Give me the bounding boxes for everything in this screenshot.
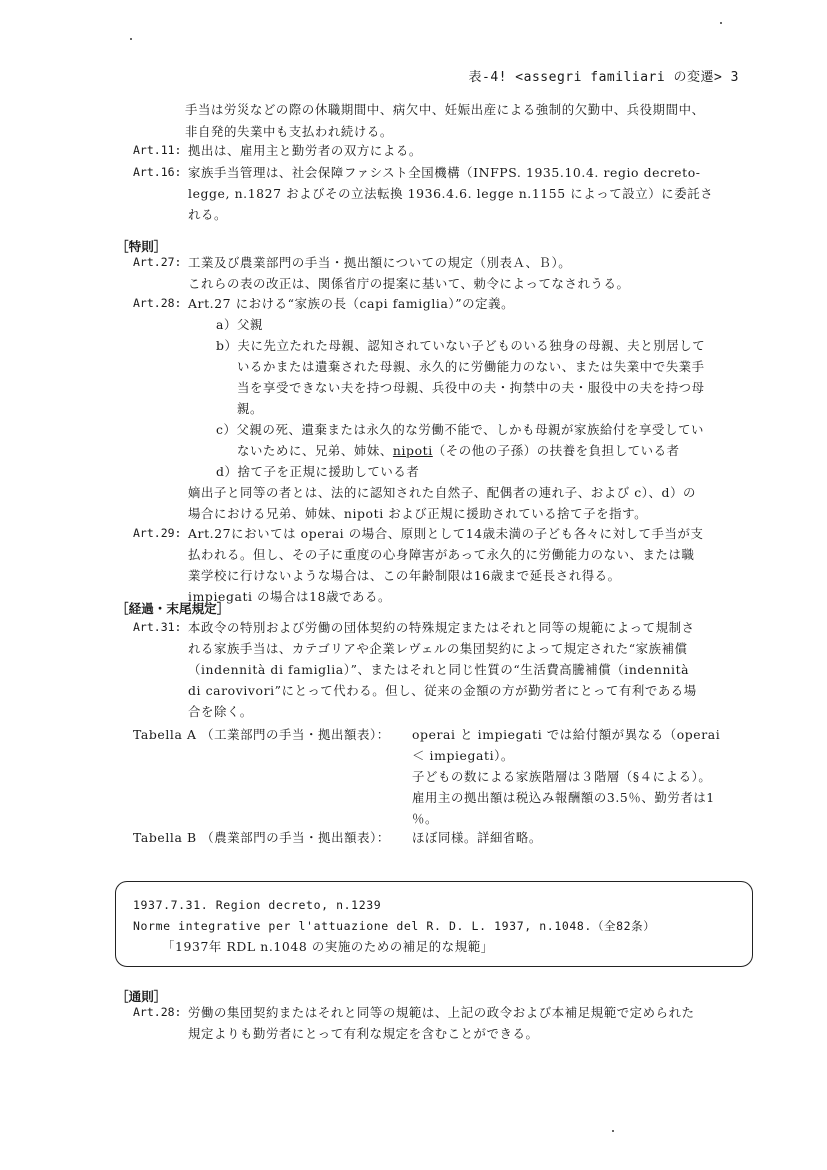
art31-label: Art.31:	[133, 620, 182, 634]
art28-general-line-2: 規定よりも勤労者にとって有利な規定を含むことができる。	[188, 1026, 539, 1041]
art28-line-1: Art.27 における“家族の長（capi famiglia）”の定義。	[188, 296, 515, 311]
art28-label: Art.28:	[133, 296, 182, 310]
art27-line-2: これらの表の改正は、関係省庁の提案に基いて、勅令によってなされうる。	[188, 276, 630, 291]
tabella-a-line-3: 子どもの数による家族階層は３階層（§４による）。	[412, 769, 712, 784]
art28-item-c-2	[237, 441, 680, 461]
section-heading-keika: ［経過・末尾規定］	[116, 601, 230, 616]
tabella-a-label: Tabella A （工業部門の手当・拠出額表）：	[133, 727, 390, 742]
scan-speck	[130, 38, 132, 40]
art28-item-b-1: b）夫に先立たれた母親、認知されていない子どものいる独身の母親、夫と別居して	[216, 338, 706, 353]
intro-line-2: 非自発的失業中も支払われ続ける。	[185, 124, 393, 139]
tabella-b-text: ほぼ同様。詳細省略。	[412, 830, 542, 845]
tabella-a-line-5: ％。	[412, 811, 438, 826]
art29-line-1: Art.27においては operai の場合、原則として14歳未満の子ども各々に対して手当が支	[188, 526, 704, 541]
art28-item-d: d）捨て子を正規に援助している者	[216, 464, 420, 479]
tabella-a-line-2: ＜ impiegati）。	[412, 748, 514, 763]
art28-item-b-2: いるかまたは遺棄された母親、永久的に労働能力のない、または失業中で失業手	[237, 359, 705, 374]
art28-item-b-3: 当を享受できない夫を持つ母親、兵役中の夫・拘禁中の夫・服役中の夫を持つ母	[237, 380, 705, 395]
nipoti-underlined: nipoti	[392, 443, 433, 458]
art28-item-c-1: c）父親の死、遺棄または永久的な労働不能で、しかも母親が家族給付を享受してい	[216, 422, 704, 437]
art28-item-b-4: 親。	[237, 401, 263, 416]
section-heading-tokusoku: ［特則］	[116, 239, 167, 254]
art28-item-c-2-pre: ないために、兄弟、姉妹、	[237, 443, 393, 458]
art31-line-2: れる家族手当は、カテゴリアや企業レヴェルの集団契約によって規定された“家族補償	[188, 641, 688, 656]
art11-label: Art.11:	[133, 143, 182, 157]
art28-item-a: a）父親	[216, 317, 263, 332]
art28-general-label: Art.28:	[133, 1005, 182, 1019]
art16-line-2: legge, n.1827 およびその立法転換 1936.4.6. legge n.1155 によって設立）に委託さ	[188, 186, 714, 201]
art29-line-3: 業学校に行けないような場合は、この年齢制限は16歳まで延長され得る。	[188, 568, 621, 583]
intro-line-1: 手当は労災などの際の休職期間中、病欠中、妊娠出産による強制的欠勤中、兵役期間中、	[185, 102, 705, 117]
scan-speck	[720, 22, 722, 24]
decree-box-line-3: 「1937年 RDL n.1048 の実施のための補足的な規範」	[162, 939, 494, 954]
art28-note-1: 嫡出子と同等の者とは、法的に認知された自然子、配偶者の連れ子、および c）、d）の	[188, 485, 697, 500]
scan-speck	[612, 1130, 614, 1132]
decree-box-line-1: 1937.7.31. Region decreto, n.1239	[133, 898, 382, 912]
art31-line-3: （indennità di famiglia）”、またはそれと同じ性質の“生活費高騰補償（indennità	[188, 662, 690, 677]
art28-note-2: 場合における兄弟、姉妹、nipoti および正規に援助されている捨て子を指す。	[188, 506, 648, 521]
art31-line-5: 合を除く。	[188, 704, 253, 719]
art16-line-3: れる。	[188, 207, 227, 222]
art31-line-1: 本政令の特別および労働の団体契約の特殊規定またはそれと同等の規範によって規制さ	[188, 620, 695, 635]
section-heading-tsusoku: ［通則］	[116, 989, 167, 1004]
art28-general-line-1: 労働の集団契約またはそれと同等の規範は、上記の政令および本補足規範で定められた	[188, 1005, 695, 1020]
tabella-a-line-1: operai と impiegati では給付額が異なる（operai	[412, 727, 721, 742]
tabella-a-line-4: 雇用主の拠出額は税込み報酬額の3.5％、勤労者は1	[412, 790, 715, 805]
art29-label: Art.29:	[133, 526, 182, 540]
page-header: 表-4! <assegri familiari の変遷> 3	[468, 70, 739, 85]
art29-line-2: 払われる。但し、その子に重度の心身障害があって永久的に労働能力のない、または職	[188, 547, 695, 562]
art31-line-4: di carovivori”にとって代わる。但し、従来の金額の方が勤労者にとって有利である場	[188, 683, 697, 698]
art16-line-1: 家族手当管理は、社会保障ファシスト全国機構（INFPS. 1935.10.4. regio decreto-	[188, 165, 701, 180]
art11-text: 拠出は、雇用主と勤労者の双方による。	[188, 143, 422, 158]
art29-line-4: impiegati の場合は18歳である。	[188, 589, 392, 604]
art16-label: Art.16:	[133, 165, 182, 179]
decree-box-line-2: Norme integrative per l'attuazione del R. D. L. 1937, n.1048.（全82条）	[133, 919, 656, 933]
art27-label: Art.27:	[133, 255, 182, 269]
art28-item-c-2-post: （その他の子孫）の扶養を負担している者	[432, 443, 680, 458]
art27-line-1: 工業及び農業部門の手当・拠出額についての規定（別表Ａ、Ｂ）。	[188, 255, 572, 270]
tabella-b-label: Tabella B （農業部門の手当・拠出額表）：	[133, 830, 390, 845]
